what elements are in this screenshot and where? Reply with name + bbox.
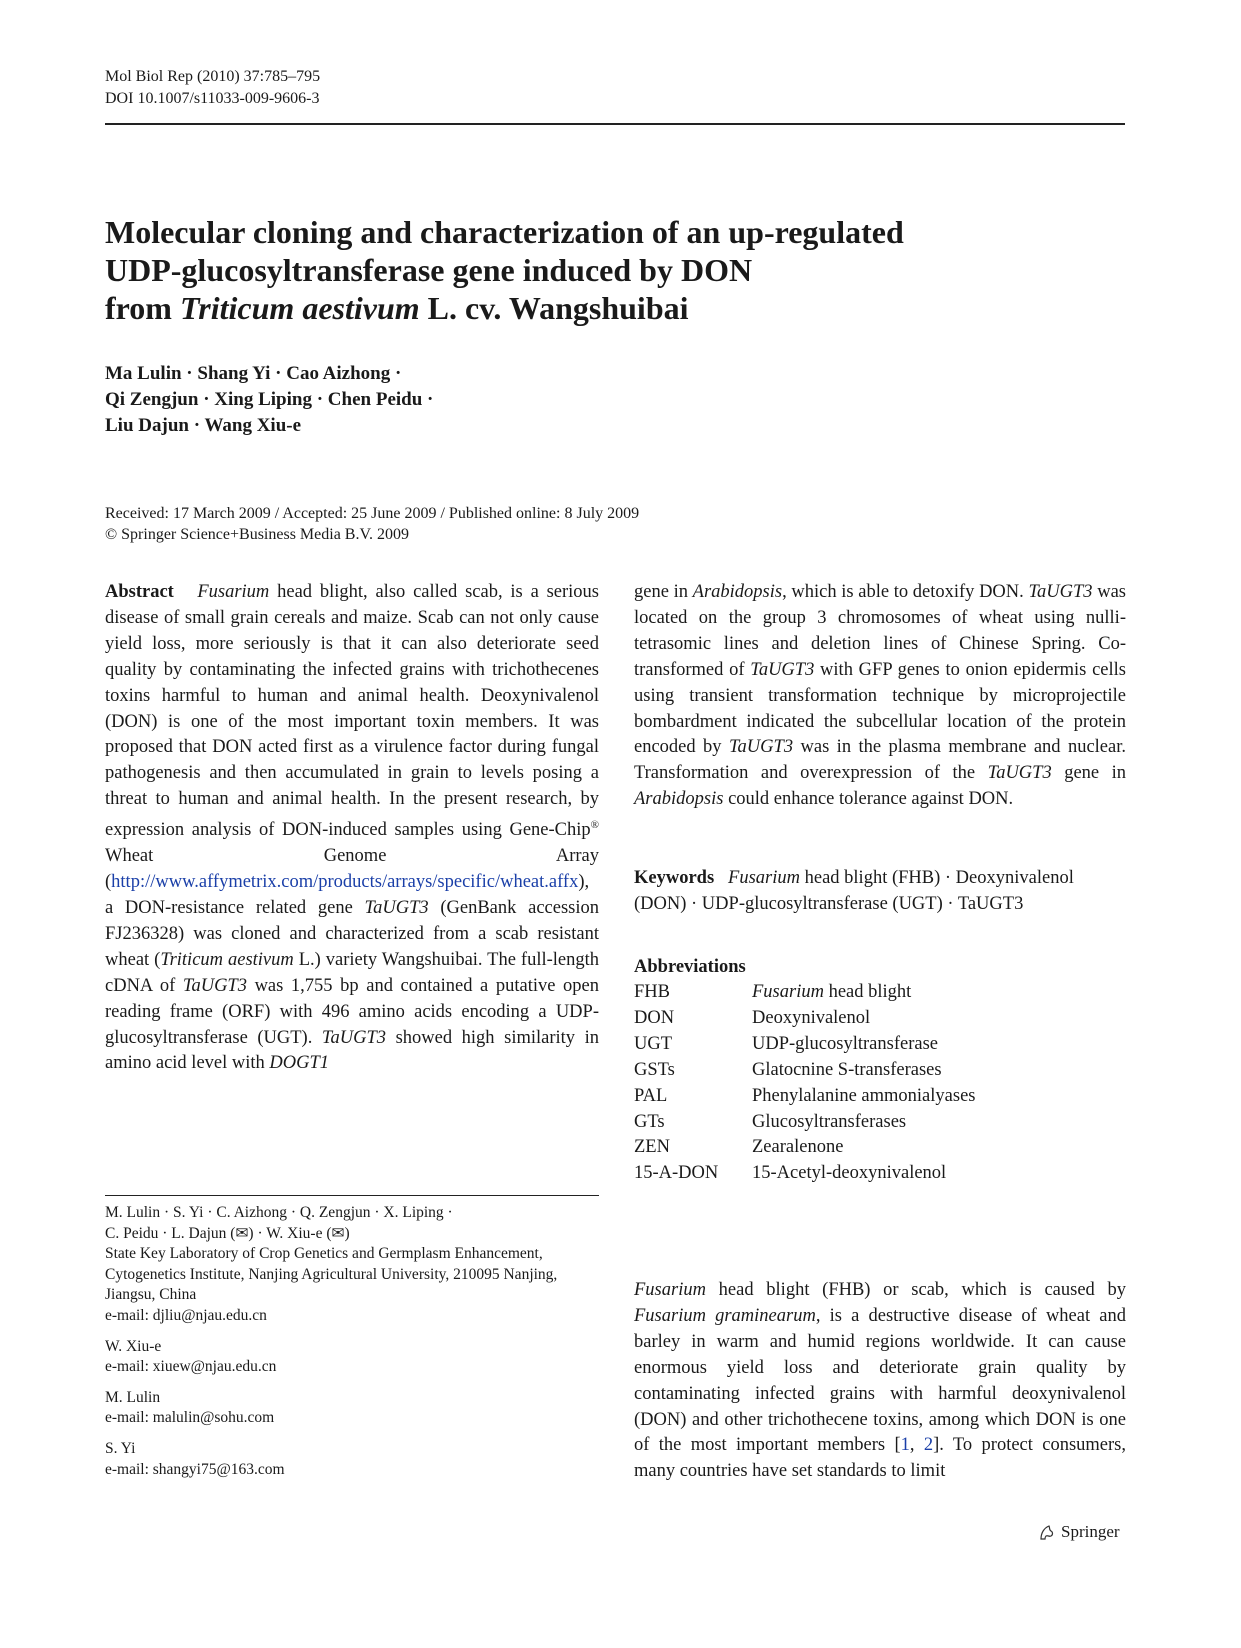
- abstract-left: Abstract Fusarium head blight, also called scab, is a serious disease of small grain cereals and maize. Scab can not only cause yield loss, more seriously is that it can also deteriorate seed quality by contaminating the infected grains with trichothecenes toxins harmful to human and animal health. Deoxynivalenol (DON) is one of the most important toxin members. It was proposed that DON acted first as a virulence factor during fungal pathogenesis and then accumulated in grain to levels posing a threat to human and animal health. In the present research, by expression analysis of DON-induced samples using Gene-Chip® Wheat Genome Array (http://www.affymetrix.com/products/arrays/specific/wheat.affx), a DON-resistance related gene TaUGT3 (GenBank accession FJ236328) was cloned and characterized from a scab resistant wheat (Triticum aestivum L.) variety Wangshuibai. The full-length cDNA of TaUGT3 was 1,755 bp and contained a putative open reading frame (ORF) with 496 amino acids encoding a UDP-glucosyltransferase (UGT). TaUGT3 showed high similarity in amino acid level with DOGT1: [105, 582, 600, 1074]
- header-rule: [105, 123, 1125, 125]
- journal-citation: Mol Biol Rep (2010) 37:785–795: [105, 68, 321, 85]
- paper-title: [105, 213, 1105, 327]
- history: Received: 17 March 2009 / Accepted: 25 June 2009 / Published online: 8 July 2009: [105, 505, 640, 522]
- contact-name: W. Xiu-e: [105, 1337, 162, 1355]
- email: e-mail: xiuew@njau.edu.cn: [105, 1358, 277, 1376]
- copyright: © Springer Science+Business Media B.V. 2009: [105, 526, 409, 543]
- introduction-text: Fusarium head blight (FHB) or scab, which is caused by Fusarium graminearum, is a destructive disease of wheat and barley in warm and humid regions worldwide. It can cause enormous yield loss and deteriorate grain quality by contaminating infected grains with harmful deoxynivalenol (DON) and other trichothecene toxins, among which DON is one of the most important members [1, 2]. To protect consumers, many countries have set standards to limit: [634, 1280, 1126, 1482]
- springer-horse-icon: [1037, 1522, 1057, 1542]
- title-line: from Triticum aestivum L. cv. Wangshuibai: [105, 290, 689, 326]
- abbreviation-row: GSTs Glatocnine S-transferases: [634, 1059, 942, 1080]
- email: e-mail: malulin@sohu.com: [105, 1409, 275, 1427]
- reference-link[interactable]: 1: [900, 1435, 910, 1456]
- publisher-name: Springer: [1061, 1522, 1120, 1541]
- doi: DOI 10.1007/s11033-009-9606-3: [105, 90, 320, 107]
- email: e-mail: shangyi75@163.com: [105, 1460, 285, 1478]
- title-line: UDP-glucosyltransferase gene induced by DON: [105, 252, 753, 288]
- author-names: C. Peidu · L. Dajun (✉) · W. Xiu-e (✉): [105, 1224, 350, 1242]
- institute: State Key Laboratory of Crop Genetics and Germplasm Enhancement, Cytogenetics Institute, Nanjing Agricultural University, 210095 Nanjing, Jiangsu, China: [105, 1245, 558, 1304]
- abbreviations-list: [634, 980, 975, 1187]
- contact-name: S. Yi: [105, 1439, 136, 1457]
- reference-link[interactable]: 2: [923, 1435, 934, 1456]
- keywords-heading: Keywords: [634, 868, 715, 888]
- affymetrix-link[interactable]: http://www.affymetrix.com/products/arrays/specific/wheat.affx: [111, 872, 579, 893]
- abbreviation-row: DON Deoxynivalenol: [634, 1007, 871, 1028]
- title-line: Molecular cloning and characterization of an up-regulated: [105, 214, 904, 250]
- abstract-heading: Abstract: [105, 582, 174, 602]
- author-list: Ma Lulin · Shang Yi · Cao Aizhong · Qi Zengjun · Xing Liping · Chen Peidu · Liu Dajun · Wang Xiu-e: [105, 363, 434, 436]
- article-dates: [105, 503, 639, 545]
- email: e-mail: djliu@njau.edu.cn: [105, 1306, 267, 1324]
- affiliation-block: [105, 1203, 599, 1490]
- abbreviations-heading: Abbreviations: [634, 957, 746, 977]
- springer-footer: [1037, 1522, 1120, 1542]
- abbreviation-row: UGT UDP-glucosyltransferase: [634, 1033, 938, 1054]
- journal-header: [105, 66, 320, 110]
- abbreviation-row: PAL Phenylalanine ammonialyases: [634, 1085, 976, 1106]
- abstract-right: gene in Arabidopsis, which is able to detoxify DON. TaUGT3 was located on the group 3 chromosomes of wheat using nulli-tetrasomic lines and deletion lines of Chinese Spring. Co-transformed of TaUGT3 with GFP genes to onion epidermis cells using transient transformation technique by microprojectile bombardment indicated the subcellular location of the protein encoded by TaUGT3 was in the plasma membrane and nuclear. Transformation and overexpression of the TaUGT3 gene in Arabidopsis could enhance tolerance against DON.: [634, 582, 1127, 810]
- contact-name: M. Lulin: [105, 1388, 161, 1406]
- keywords: Keywords Fusarium head blight (FHB) · Deoxynivalenol (DON) · UDP-glucosyltransferase (UGT) · TaUGT3: [634, 868, 1074, 914]
- abbreviation-row: FHB Fusarium head blight: [634, 982, 912, 1002]
- abbreviation-row: 15-A-DON 15-Acetyl-deoxynivalenol: [634, 1163, 947, 1184]
- abbreviation-row: GTs Glucosyltransferases: [634, 1111, 907, 1132]
- abbreviation-row: ZEN Zearalenone: [634, 1137, 844, 1158]
- author-names: M. Lulin · S. Yi · C. Aizhong · Q. Zengjun · X. Liping ·: [105, 1204, 453, 1221]
- affiliation-rule: [105, 1195, 599, 1196]
